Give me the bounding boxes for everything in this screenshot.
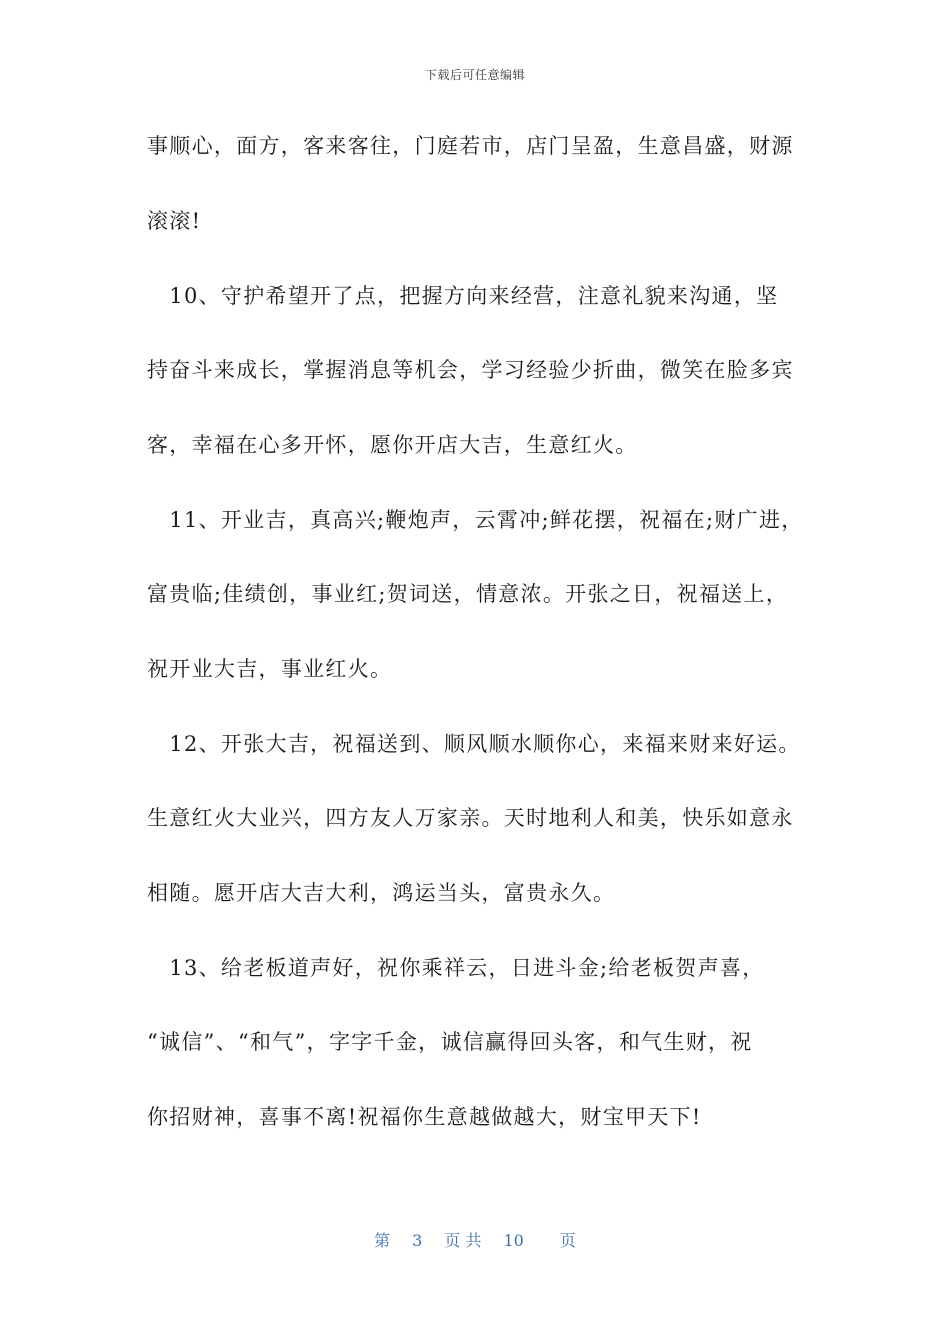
text-line: 11、开业吉，真高兴;鞭炮声，云霄冲;鲜花摆，祝福在;财广进， [147,508,804,532]
text-line: 事顺心，面方，客来客往，门庭若市，店门呈盈，生意昌盛，财源 [147,134,794,158]
text-line: 生意红火大业兴，四方友人万家亲。天时地利人和美，快乐如意永 [147,806,794,830]
text-line: 持奋斗来成长，掌握消息等机会，学习经验少折曲，微笑在脸多宾 [147,358,794,382]
text-line: 13、给老板道声好，祝你乘祥云，日进斗金;给老板贺声喜， [147,956,765,980]
footer-ye: 页 [559,1231,576,1250]
text-line: 相随。愿开店大吉大利，鸿运当头，富贵永久。 [147,881,616,905]
text-line: 滚滚! [147,209,202,233]
text-line: 富贵临;佳绩创，事业红;贺词送，情意浓。开张之日，祝福送上， [147,582,789,606]
text-line: 10、守护希望开了点，把握方向来经营，注意礼貌来沟通，坚 [147,284,779,308]
text-line: “诚信”、“和气”，字字千金，诚信赢得回头客，和气生财，祝 [147,1030,753,1054]
footer-ye-gong: 页 共 [444,1231,482,1250]
text-line: 客，幸福在心多开怀，愿你开店大吉，生意红火。 [147,433,638,457]
footer-total-pages: 10 [503,1231,524,1250]
text-line: 12、开张大吉，祝福送到、顺风顺水顺你心，来福来财来好运。 [147,732,801,756]
footer-page-number: 3 [412,1231,423,1250]
page-footer [0,1228,950,1251]
footer-di: 第 [374,1231,391,1250]
header-note: 下载后可任意编辑 [424,68,525,82]
text-line: 你招财神，喜事不离!祝福你生意越做越大，财宝甲天下! [147,1105,702,1129]
text-line: 祝开业大吉，事业红火。 [147,657,393,681]
